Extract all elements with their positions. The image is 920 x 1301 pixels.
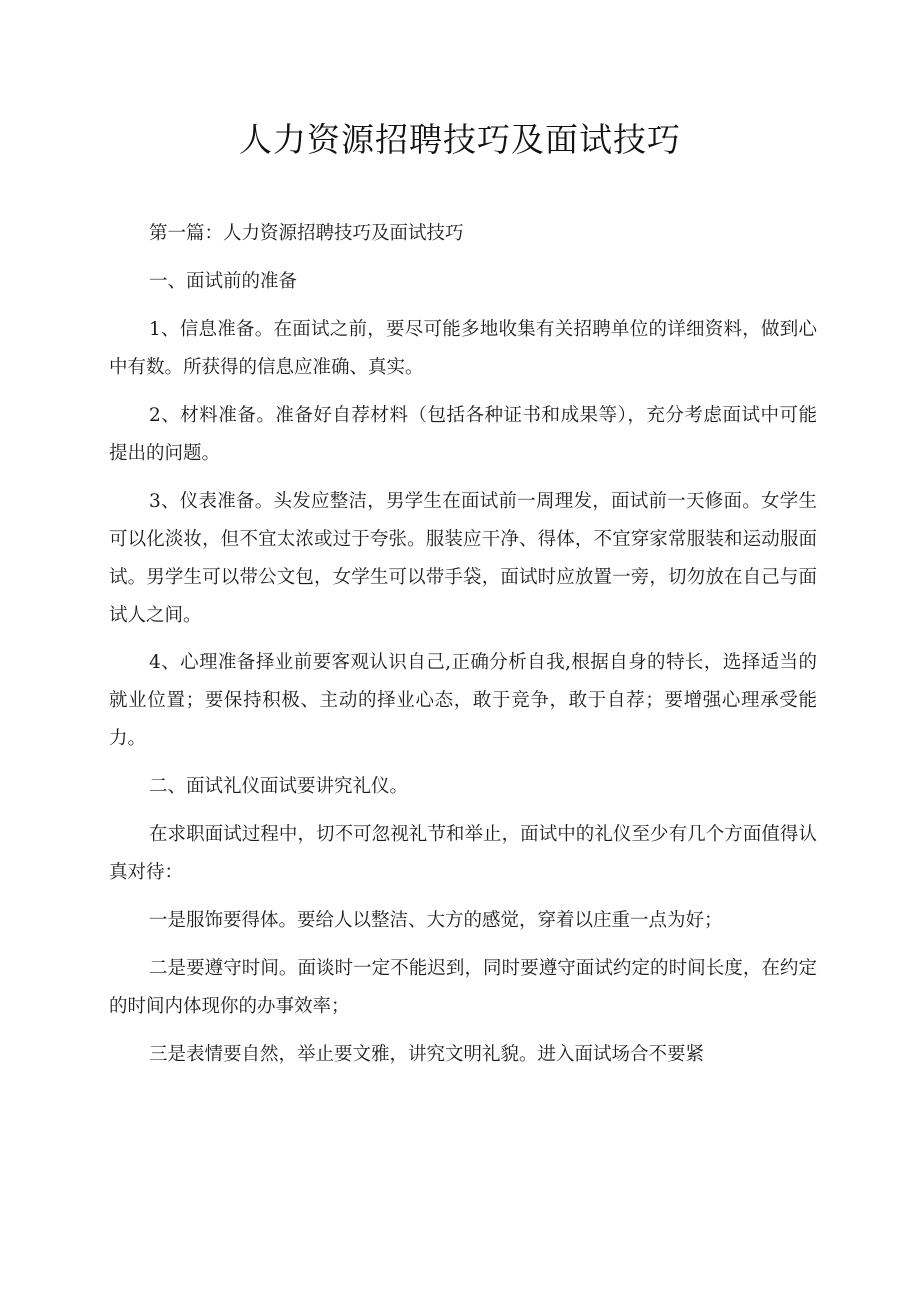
- paragraph-material-prep: 2、材料准备。准备好自荐材料（包括各种证书和成果等），充分考虑面试中可能提出的问题。: [109, 405, 817, 464]
- paragraph-info-prep: 1、信息准备。在面试之前，要尽可能多地收集有关招聘单位的详细资料，做到心中有数。所获得的信息应准确、真实。: [109, 319, 817, 378]
- document-body: [109, 215, 817, 1084]
- paragraph-demeanor: 三是表情要自然，举止要文雅，讲究文明礼貌。进入面试场合不要紧: [149, 1044, 705, 1065]
- paragraph-appearance-prep: 3、仪表准备。头发应整洁，男学生在面试前一周理发，面试前一天修面。女学生可以化淡妆，但不宜太浓或过于夸张。服装应干净、得体，不宜穿家常服装和运动服面试。男学生可以带公文包，女学生可以带手袋，面试时应放置一旁，切勿放在自己与面试人之间。: [109, 491, 817, 626]
- paragraph-section-2-heading: 二、面试礼仪面试要讲究礼仪。: [149, 776, 409, 797]
- document-title: 人力资源招聘技巧及面试技巧: [239, 120, 681, 159]
- paragraph-etiquette-intro: 在求职面试过程中，切不可忽视礼节和举止，面试中的礼仪至少有几个方面值得认真对待：: [109, 824, 817, 883]
- paragraph-mental-prep: 4、心理准备择业前要客观认识自己,正确分析自我,根据自身的特长，选择适当的就业位置；要保持积极、主动的择业心态，敢于竞争，敢于自荐；要增强心理承受能力。: [109, 652, 817, 749]
- paragraph-dress: 一是服饰要得体。要给人以整洁、大方的感觉，穿着以庄重一点为好；: [149, 910, 723, 931]
- paragraph-section-1-heading: 一、面试前的准备: [149, 271, 298, 292]
- paragraph-punctuality: 二是要遵守时间。面谈时一定不能迟到，同时要遵守面试约定的时间长度，在约定的时间内体现你的办事效率；: [109, 958, 817, 1017]
- paragraph-chapter-heading: 第一篇：人力资源招聘技巧及面试技巧: [149, 223, 464, 244]
